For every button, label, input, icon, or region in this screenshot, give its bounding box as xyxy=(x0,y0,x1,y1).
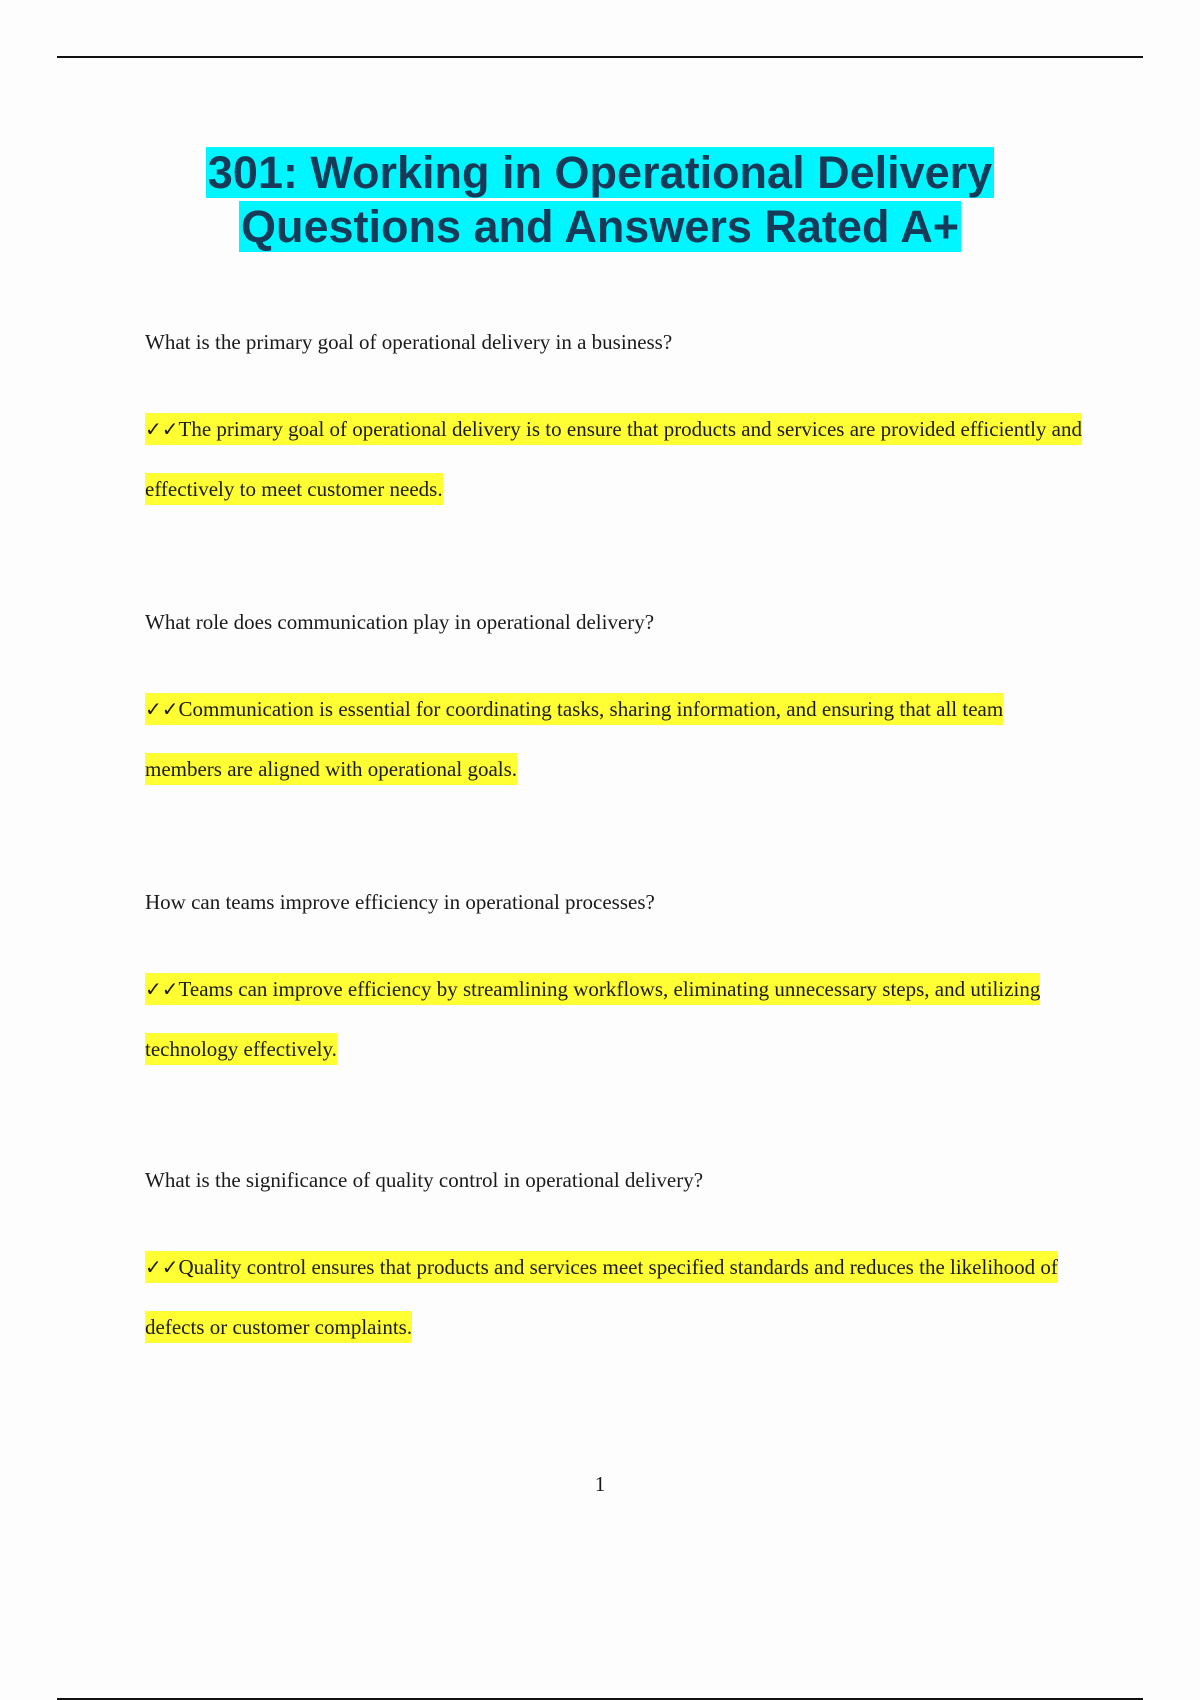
answer-text: Communication is essential for coordinating tasks, sharing information, and ensuring that all team members are aligned with operational goals. xyxy=(145,697,1004,781)
double-check-icon: ✓✓ xyxy=(145,977,179,1001)
header-rule xyxy=(57,56,1143,58)
answer-text: Teams can improve efficiency by streamlining workflows, eliminating unnecessary steps, and utilizing technology effectively. xyxy=(145,977,1041,1061)
answer-text: Quality control ensures that products and services meet specified standards and reduces the likelihood of defects or customer complaints. xyxy=(145,1255,1058,1339)
answer-block xyxy=(145,959,1085,1079)
question-text: What is the primary goal of operational delivery in a business? xyxy=(145,330,673,354)
answer-block xyxy=(145,399,1085,519)
double-check-icon: ✓✓ xyxy=(145,1255,179,1279)
question-text: What is the significance of quality control in operational delivery? xyxy=(145,1168,704,1192)
qa-item xyxy=(145,888,1085,1079)
answer-block xyxy=(145,679,1085,799)
answer-block xyxy=(145,1237,1085,1357)
question-text: How can teams improve efficiency in operational processes? xyxy=(145,890,655,914)
page-number: 1 xyxy=(594,1472,606,1496)
qa-item xyxy=(145,328,1085,519)
qa-item xyxy=(145,608,1085,799)
answer-highlight xyxy=(145,1251,1058,1343)
answer-highlight xyxy=(145,973,1040,1065)
answer-highlight xyxy=(145,413,1082,505)
answer-text: The primary goal of operational delivery is to ensure that products and services are provided efficiently and effectively to meet customer needs. xyxy=(145,417,1082,501)
question-text: What role does communication play in operational delivery? xyxy=(145,610,655,634)
answer-highlight xyxy=(145,693,1003,785)
double-check-icon: ✓✓ xyxy=(145,417,179,441)
double-check-icon: ✓✓ xyxy=(145,697,179,721)
document-title xyxy=(0,146,1200,254)
qa-item xyxy=(145,1166,1085,1357)
title-line-1: 301: Working in Operational Delivery xyxy=(207,147,993,198)
title-line-2: Questions and Answers Rated A+ xyxy=(240,201,960,252)
